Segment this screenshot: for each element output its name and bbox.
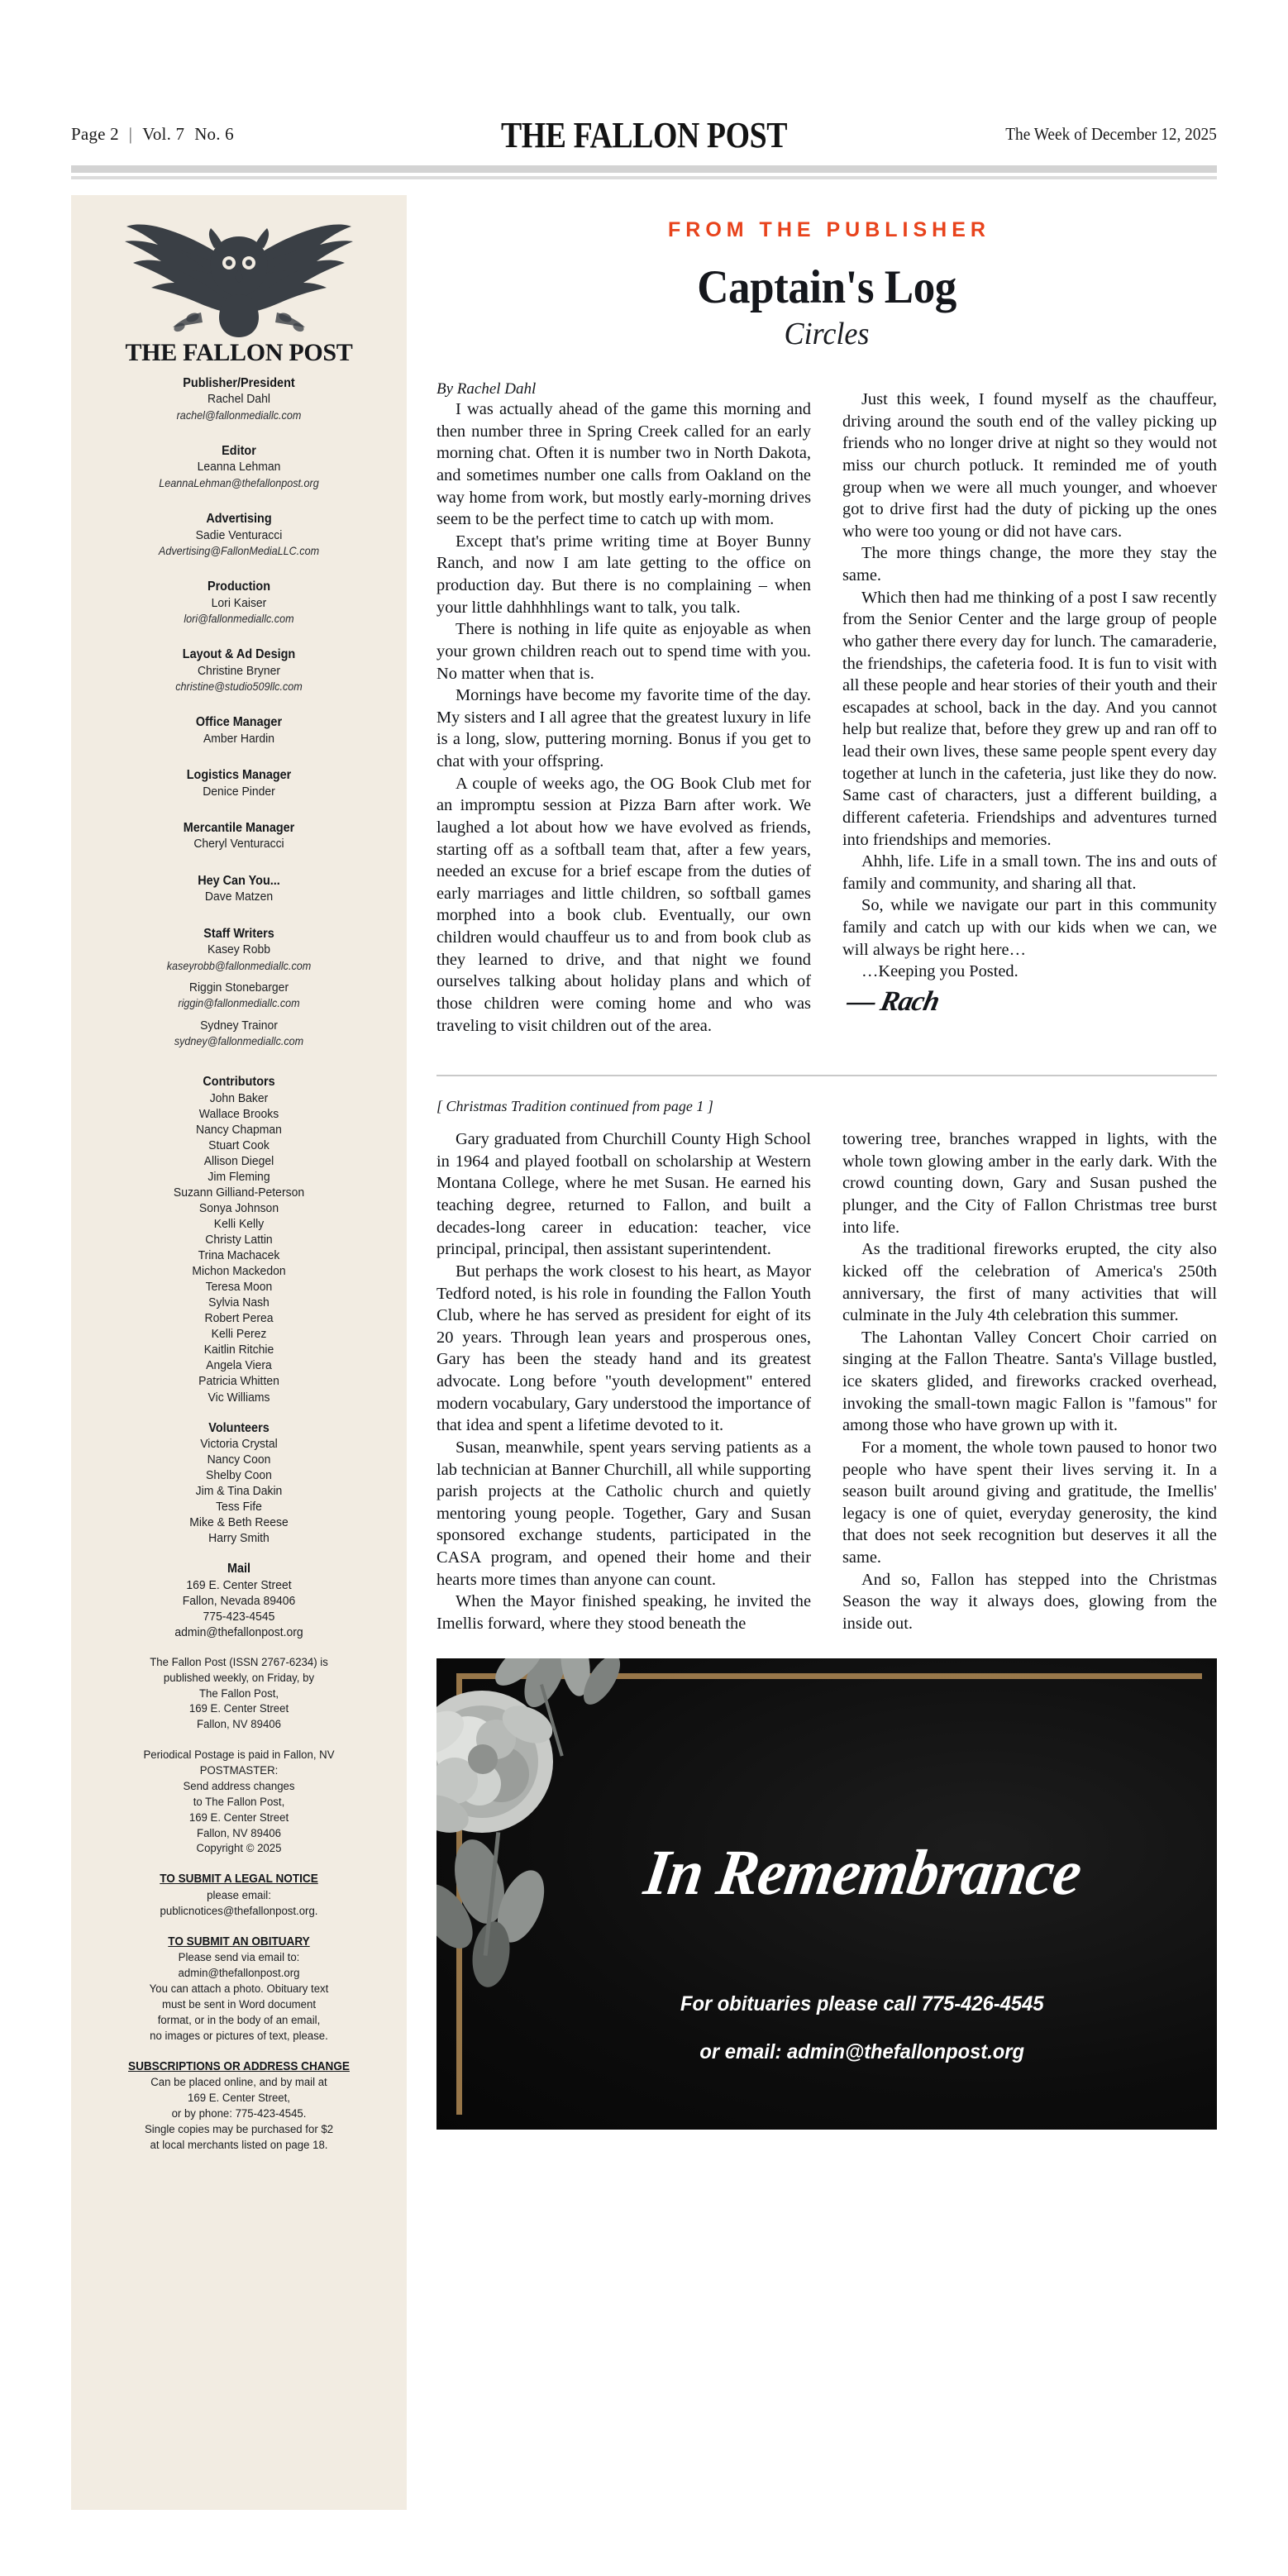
- volunteers-heading: Volunteers: [208, 1420, 270, 1435]
- staff-name: Rachel Dahl: [208, 392, 270, 407]
- notice-line: 169 E. Center Street,: [188, 2092, 290, 2106]
- flowers-icon: [436, 1658, 668, 1989]
- staff-block: [86, 511, 392, 558]
- staff-role: Editor: [222, 444, 256, 459]
- volunteers-list: [86, 1436, 392, 1546]
- section-divider: [436, 1075, 1217, 1076]
- mail-line[interactable]: admin@thefallonpost.org: [174, 1624, 303, 1639]
- article-body-right: [842, 389, 1217, 983]
- list-item: John Baker: [209, 1090, 269, 1105]
- staff-role: Layout & Ad Design: [182, 647, 296, 662]
- notice-line: Copyright © 2025: [196, 1842, 282, 1856]
- staff-name: Dave Matzen: [204, 890, 274, 904]
- notice-line: 169 E. Center Street: [188, 1810, 289, 1825]
- subscriptions-notice-block: [86, 2059, 392, 2154]
- article-column-left: [436, 352, 811, 1037]
- paragraph: The Lahontan Valley Concert Choir carried on singing at the Fallon Theatre. Santa's Village bustled, ice skaters glided, and fireworks cracked overhead, invoking the small-town magic Fallon is "famous" for among those who have grown up with it.: [842, 1328, 1217, 1435]
- list-item: Trina Machacek: [198, 1248, 280, 1263]
- article-subhead: Circles: [784, 317, 870, 351]
- article-column-right: [842, 352, 1217, 1037]
- staff-block: [86, 443, 392, 490]
- staff-block: [86, 820, 392, 852]
- mail-line: 169 E. Center Street: [186, 1577, 292, 1592]
- staff-role: Hey Can You...: [198, 873, 280, 888]
- staff-block: [86, 873, 392, 905]
- staff-email[interactable]: christine@studio509llc.com: [175, 680, 303, 694]
- staff-block: [86, 646, 392, 694]
- header-rule-thin: [71, 176, 1217, 179]
- list-item: Vic Williams: [208, 1390, 270, 1405]
- paragraph: Mornings have become my favorite time of the day. My sisters and I all agree that the greatest luxury in life is a long, slow, puttering morning. Bonus if you get to chat with your offspring.: [436, 686, 811, 770]
- notice-line: published weekly, on Friday, by: [163, 1671, 315, 1685]
- folio-page-label: Page 2: [71, 124, 119, 144]
- list-item: Allison Diegel: [203, 1153, 274, 1168]
- article-byline: By Rachel Dahl: [436, 380, 537, 398]
- page-title: THE FALLON POST: [500, 115, 788, 155]
- list-item: Nancy Chapman: [196, 1122, 282, 1137]
- notice-line: Periodical Postage is paid in Fallon, NV: [143, 1748, 335, 1763]
- list-item: Patricia Whitten: [198, 1374, 279, 1389]
- mail-line: Fallon, Nevada 89406: [182, 1593, 296, 1608]
- staff-writer-name: Sydney Trainor: [200, 1018, 278, 1033]
- staff-writers-heading: Staff Writers: [203, 926, 274, 941]
- legal-notice-block: [86, 1872, 392, 1919]
- list-item: Victoria Crystal: [200, 1436, 278, 1451]
- masthead-title: THE FALLON POST: [125, 339, 353, 366]
- notice-line: Please send via email to:: [178, 1951, 300, 1965]
- staff-name: Lori Kaiser: [211, 595, 267, 610]
- mail-address: [86, 1577, 392, 1640]
- notice-line: must be sent in Word document: [161, 1998, 317, 2012]
- continued-column-right: [842, 1128, 1217, 1634]
- notice-line[interactable]: admin@thefallonpost.org: [178, 1967, 300, 1981]
- mail-heading: Mail: [227, 1562, 251, 1577]
- staff-role: Mercantile Manager: [183, 821, 295, 836]
- staff-role: Office Manager: [195, 715, 283, 730]
- article-body-left: [436, 398, 811, 1037]
- folio-issue: No. 6: [194, 124, 234, 144]
- staff-role: Advertising: [206, 512, 272, 527]
- staff-email[interactable]: Advertising@FallonMediaLLC.com: [158, 544, 320, 557]
- notice-line[interactable]: publicnotices@thefallonpost.org.: [160, 1904, 318, 1918]
- staff-email[interactable]: lori@fallonmediallc.com: [184, 612, 294, 626]
- list-item: Kaitlin Ritchie: [203, 1343, 274, 1357]
- mail-line[interactable]: 775-423-4545: [203, 1609, 275, 1624]
- notice-line: please email:: [207, 1889, 271, 1903]
- legal-notice-heading: TO SUBMIT A LEGAL NOTICE: [160, 1872, 318, 1887]
- staff-writer-email[interactable]: sydney@fallonmediallc.com: [174, 1034, 304, 1048]
- notice-line: at local merchants listed on page 18.: [150, 2138, 328, 2152]
- author-signature: — Rach: [844, 985, 942, 1017]
- list-item: Tess Fife: [216, 1500, 262, 1515]
- paragraph: For a moment, the whole town paused to honor two people who have spent their lives serving it. In a season built around giving and gratitude, the Imellis' legacy is one of quiet, everyday generosity, the kind that does not seek recognition but deserves it all the same.: [842, 1438, 1217, 1567]
- staff-name: Cheryl Venturacci: [193, 837, 284, 852]
- list-item: Kelli Perez: [211, 1327, 267, 1342]
- staff-block: [86, 767, 392, 799]
- main-content: [436, 195, 1217, 2130]
- notice-line: Fallon, NV 89406: [197, 1718, 281, 1732]
- paragraph: Just this week, I found myself as the chauffeur, driving around the south end of the valley picking up friends who no longer drive at night so they would not miss our church potluck. It reminded me of youth group when we were all much younger, and whoever got to drive first had the duty of picking up the ones who were too young or did not have cars.: [842, 390, 1217, 541]
- notice-line: Can be placed online, and by mail at: [150, 2076, 327, 2090]
- paragraph: As the traditional fireworks erupted, the city also kicked off the celebration of America's 250th anniversary, the first of many activities that will culminate in the July 4th celebration this summer.: [842, 1240, 1217, 1325]
- staff-email[interactable]: LeannaLehman@thefallonpost.org: [159, 475, 319, 489]
- paragraph: And so, Fallon has stepped into the Christmas Season the way it always does, glowing from the inside out.: [842, 1570, 1217, 1633]
- paragraph: There is nothing in life quite as enjoyable as when your grown children reach out to spend time with you. No matter when that is.: [436, 620, 811, 683]
- continued-article-columns: [436, 1128, 1217, 1634]
- list-item: Wallace Brooks: [198, 1106, 279, 1121]
- list-item: Kelli Kelly: [213, 1217, 265, 1231]
- folio-separator: |: [128, 124, 133, 144]
- owl-logo-icon: [86, 212, 392, 344]
- obituary-notice-block: [86, 1934, 392, 2044]
- paragraph: Ahhh, life. Life in a small town. The ins and outs of family and community, and sharing all that.: [842, 852, 1217, 893]
- list-item: Angela Viera: [206, 1358, 272, 1373]
- paragraph: Which then had me thinking of a post I saw recently from the Senior Center and the large group of people who gather there every day for lunch. The camaraderie, the friendships, the cafeteria food. It is fun to visit with all these people and hear stories of their youth and their escapades at school, back in the day. And you cannot help but realize that, before they grew up and ran off to lead their own lives, these same people spent every day together at lunch in the cafeteria, just like they do now. Same cast of characters, just a different building, a different cafeteria. Friendships and adventures turned into friendships and memories.: [842, 588, 1217, 849]
- staff-name: Amber Hardin: [203, 731, 275, 746]
- notice-line: no images or pictures of text, please.: [150, 2029, 328, 2043]
- list-item: Shelby Coon: [206, 1468, 272, 1483]
- page-header-folio: [71, 115, 1217, 157]
- staff-name: Denice Pinder: [203, 784, 275, 799]
- list-item: Sonya Johnson: [198, 1200, 279, 1215]
- notice-line: Send address changes: [183, 1779, 295, 1793]
- staff-writer-name: Kasey Robb: [208, 942, 270, 957]
- list-item: Robert Perea: [204, 1311, 274, 1326]
- list-item: Jim Fleming: [208, 1169, 270, 1184]
- notice-line: Single copies may be purchased for $2: [144, 2123, 334, 2137]
- paragraph: When the Mayor finished speaking, he invited the Imellis forward, where they stood beneath the: [436, 1592, 811, 1633]
- header-rule-thick: [71, 165, 1217, 173]
- staff-name: Sadie Venturacci: [195, 527, 283, 542]
- contributors-heading: Contributors: [203, 1075, 275, 1090]
- paragraph: Susan, meanwhile, spent years serving patients as a lab technician at Banner Churchill, all while supporting parish projects at the Catholic church and quietly mentoring young people. Together, Gary and Susan sponsored exchange students, participated in the CASA program, and opened their home and their hearts more times than anyone can count.: [436, 1438, 812, 1589]
- list-item: Stuart Cook: [208, 1138, 270, 1152]
- list-item: Nancy Coon: [207, 1452, 271, 1467]
- staff-name: Leanna Lehman: [197, 460, 281, 475]
- paragraph: Gary graduated from Churchill County High School in 1964 and played football on scholarship at Western Montana College, where he met Susan. He earned his teaching degree, returned to Fallon, and built a decades-long career in education: teacher, vice principal, principal, then assistant superintendent.: [436, 1130, 811, 1259]
- paragraph: A couple of weeks ago, the OG Book Club met for an impromptu session at Pizza Barn after work. We laughed a lot about how we have evolved as friends, starting off as a softball team that, after a few years, needed an excuse for a brief escape from the duties of early marriages and little children, so softball games morphed into a book club. Eventually, our own children would chauffeur us to and from book club as they learned to drive, and that night we found ourselves talking about holiday plans and which of those children were coming home and who was traveling to visit children out of the area.: [436, 774, 811, 1035]
- paragraph: So, while we navigate our part in this community family and catch up with our kids when we can, we will always be right here…: [842, 896, 1217, 959]
- ad-title: In Remembrance: [640, 1835, 1086, 1908]
- notice-line: to The Fallon Post,: [193, 1795, 285, 1809]
- continued-column-left: [436, 1128, 811, 1634]
- notice-line: format, or in the body of an email,: [157, 2013, 321, 2027]
- obituary-notice-heading: TO SUBMIT AN OBITUARY: [168, 1934, 310, 1949]
- list-item: Jim & Tina Dakin: [195, 1484, 283, 1499]
- list-item: Michon Mackedon: [192, 1264, 286, 1279]
- postmaster-notice: [86, 1748, 392, 1857]
- staff-writer-email[interactable]: riggin@fallonmediallc.com: [178, 996, 300, 1010]
- paragraph: The more things change, the more they stay the same.: [842, 544, 1217, 584]
- notice-line: The Fallon Post,: [198, 1686, 279, 1701]
- staff-name: Christine Bryner: [197, 663, 281, 678]
- staff-writers-block: [86, 926, 392, 1048]
- paragraph: towering tree, branches wrapped in lights, with the whole town glowing amber in the early dark. With the crowd counting down, Gary and Susan pushed the plunger, and the City of Fallon Christmas tree burst into life.: [842, 1130, 1217, 1237]
- staff-writer-email[interactable]: kaseyrobb@fallonmediallc.com: [166, 958, 312, 972]
- list-item: Harry Smith: [208, 1531, 270, 1546]
- list-item: Christy Lattin: [205, 1233, 273, 1247]
- ad-phone-line[interactable]: For obituaries please call 775-426-4545: [680, 1992, 1044, 2015]
- staff-block: [86, 375, 392, 422]
- in-remembrance-advertisement[interactable]: [436, 1658, 1217, 2130]
- article-kicker: FROM THE PUBLISHER: [668, 218, 990, 241]
- ad-email-line[interactable]: or email: admin@thefallonpost.org: [699, 2039, 1025, 2063]
- notice-line: Fallon, NV 89406: [197, 1826, 281, 1840]
- staff-block: [86, 579, 392, 626]
- staff-role: Production: [207, 580, 271, 594]
- staff-role: Logistics Manager: [186, 768, 292, 783]
- staff-role: Publisher/President: [183, 376, 295, 390]
- publication-notice: [86, 1655, 392, 1733]
- list-item: Mike & Beth Reese: [189, 1515, 289, 1530]
- staff-email[interactable]: rachel@fallonmediallc.com: [176, 408, 302, 422]
- masthead-sidebar: [71, 195, 407, 2510]
- paragraph: But perhaps the work closest to his heart, as Mayor Tedford noted, is his role in founding the Fallon Youth Club, where he has served as president for eight of its 20 years. Through lean years and prosperous ones, Gary has been the steady hand and its greatest advocate. Long before "youth development" entered modern vocabulary, Gary understood the importance of that idea and spent a lifetime devoted to it.: [436, 1262, 811, 1435]
- continued-from-label: [ Christmas Tradition continued from page 1 ]: [436, 1098, 713, 1115]
- notice-line: 169 E. Center Street: [188, 1702, 289, 1716]
- subscriptions-notice-heading: SUBSCRIPTIONS OR ADDRESS CHANGE: [128, 2059, 350, 2073]
- paragraph: I was actually ahead of the game this morning and then number three in Spring Creek called for an early morning chat. Often it is number two in North Dakota, and sometimes number one calls from Oakland on the way home from work, but mostly early-morning drives seem to be the perfect time to catch up with mom.: [436, 400, 811, 529]
- paragraph: Except that's prime writing time at Boyer Bunny Ranch, and now I am late getting to the office on production day. But there is no complaining – when your little dahhhhlings want to talk, you talk.: [436, 532, 811, 617]
- notice-line: POSTMASTER:: [199, 1764, 279, 1778]
- notice-line[interactable]: or by phone: 775-423-4545.: [171, 2107, 307, 2121]
- list-item: Suzann Gilliand-Peterson: [173, 1185, 305, 1200]
- notice-line: You can attach a photo. Obituary text: [149, 1982, 329, 1996]
- staff-writer-name: Riggin Stonebarger: [188, 980, 289, 995]
- paragraph: …Keeping you Posted.: [861, 962, 1018, 981]
- list-item: Teresa Moon: [205, 1280, 273, 1295]
- column-article-columns: [436, 352, 1217, 1037]
- list-item: Sylvia Nash: [208, 1295, 270, 1310]
- folio-volume: Vol. 7: [142, 124, 185, 144]
- folio-date: The Week of December 12, 2025: [1005, 124, 1217, 144]
- contributors-list: [86, 1090, 392, 1405]
- staff-block: [86, 714, 392, 747]
- notice-line: The Fallon Post (ISSN 2767-6234) is: [150, 1655, 328, 1669]
- article-headline: Captain's Log: [697, 261, 956, 313]
